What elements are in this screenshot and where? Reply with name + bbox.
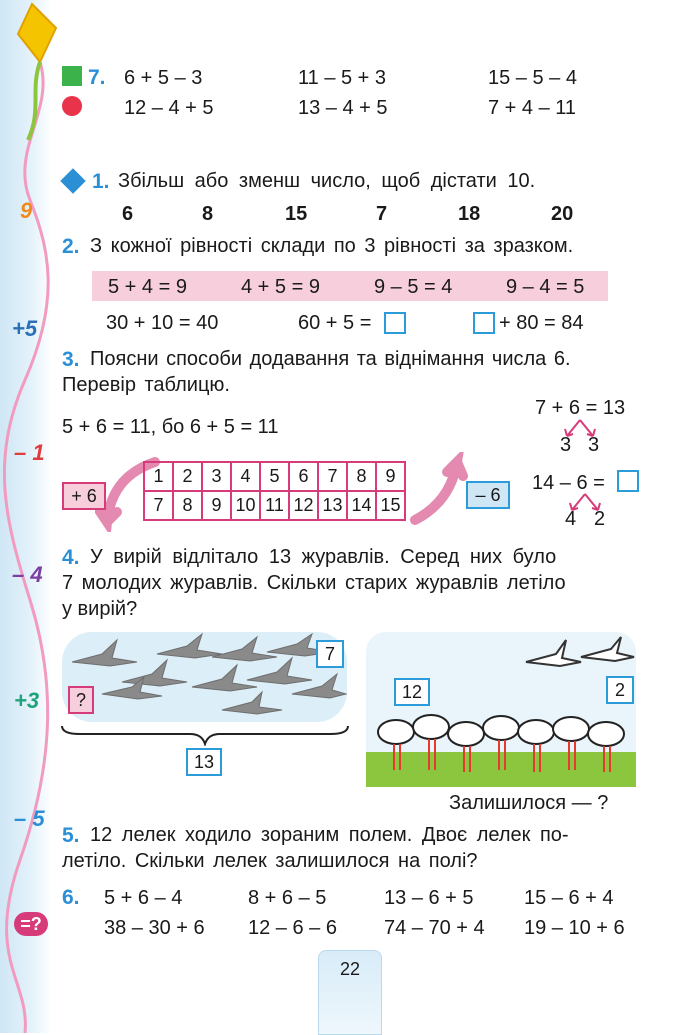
storks-total-label: 12 bbox=[394, 678, 430, 706]
split-part: 2 bbox=[594, 508, 606, 530]
margin-label-plus3: +3 bbox=[14, 688, 40, 713]
remained-caption: Залишилося — ? bbox=[449, 792, 609, 814]
task7-expr: 15 – 5 – 4 bbox=[488, 67, 577, 89]
task2-number: 2. bbox=[62, 235, 80, 258]
table-cell: 9 bbox=[376, 462, 405, 491]
task5-line1: 12 лелек ходило зораним полем. Двоє лелек по- bbox=[90, 824, 569, 846]
sample-equation: 4 + 5 = 9 bbox=[241, 276, 320, 298]
task6-expr: 13 – 6 + 5 bbox=[384, 887, 474, 909]
table-row-bottom bbox=[144, 491, 405, 520]
table-cell: 6 bbox=[289, 462, 318, 491]
task3-number: 3. bbox=[62, 348, 80, 371]
red-dot-icon bbox=[62, 96, 82, 116]
task1-value: 18 bbox=[458, 203, 481, 225]
task5-number: 5. bbox=[62, 824, 80, 847]
stork-icon bbox=[518, 720, 554, 744]
stork-icon bbox=[448, 722, 484, 746]
sample-equation: 9 – 4 = 5 bbox=[506, 276, 585, 298]
task6-expr: 5 + 6 – 4 bbox=[104, 887, 183, 909]
given-equation: 60 + 5 = bbox=[298, 312, 372, 334]
table-cell: 11 bbox=[260, 491, 289, 520]
table-cell: 7 bbox=[318, 462, 347, 491]
green-square-icon bbox=[62, 66, 82, 86]
table-cell: 8 bbox=[173, 491, 202, 520]
table-cell: 1 bbox=[144, 462, 173, 491]
split-part: 3 bbox=[560, 434, 572, 456]
split-part: 4 bbox=[565, 508, 577, 530]
margin-label-minus1: – 1 bbox=[14, 440, 45, 465]
storks-flew-label: 2 bbox=[606, 676, 634, 704]
task6-expr: 12 – 6 – 6 bbox=[248, 917, 337, 939]
table-cell: 3 bbox=[202, 462, 231, 491]
task6-expr: 15 – 6 + 4 bbox=[524, 887, 614, 909]
table-cell: 15 bbox=[376, 491, 405, 520]
table-cell: 14 bbox=[347, 491, 376, 520]
unknown-label: ? bbox=[68, 686, 94, 714]
given-equation: + 80 = 84 bbox=[499, 312, 584, 334]
stork-icon bbox=[413, 715, 449, 739]
task7-expr: 11 – 5 + 3 bbox=[298, 67, 387, 89]
kite-ribbon bbox=[0, 0, 60, 1033]
task1-number: 1. bbox=[92, 170, 110, 193]
table-cell: 9 bbox=[202, 491, 231, 520]
margin-label-minus4: – 4 bbox=[12, 562, 43, 587]
minus-six-label: – 6 bbox=[466, 481, 510, 509]
task1-value: 15 bbox=[285, 203, 308, 225]
task1-value: 6 bbox=[122, 203, 134, 225]
addition-table bbox=[143, 461, 406, 521]
arrow-right-icon bbox=[415, 462, 463, 520]
task7-expr: 13 – 4 + 5 bbox=[298, 97, 388, 119]
total-cranes-label: 13 bbox=[186, 748, 222, 776]
split-part: 3 bbox=[588, 434, 600, 456]
sample-equation: 5 + 4 = 9 bbox=[108, 276, 187, 298]
table-cell: 12 bbox=[289, 491, 318, 520]
table-cell: 8 bbox=[347, 462, 376, 491]
table-cell: 4 bbox=[231, 462, 260, 491]
stork-icon bbox=[553, 717, 589, 741]
answer-box[interactable] bbox=[473, 312, 495, 334]
page-number-tab bbox=[318, 950, 382, 1035]
sample-equation: 9 – 5 = 4 bbox=[374, 276, 453, 298]
plus-six-label: + 6 bbox=[62, 482, 106, 510]
task1-value: 7 bbox=[376, 203, 388, 225]
task3-line2: Перевір таблицю. bbox=[62, 374, 230, 396]
task7-number: 7. bbox=[88, 66, 106, 89]
task6-expr: 38 – 30 + 6 bbox=[104, 917, 205, 939]
table-cell: 2 bbox=[173, 462, 202, 491]
cranes-picture bbox=[62, 632, 347, 727]
stork-icon bbox=[483, 716, 519, 740]
diamond-icon bbox=[60, 168, 85, 193]
table-cell: 5 bbox=[260, 462, 289, 491]
task4-line2: 7 молодих журавлів. Скільки старих журавлів летіло bbox=[62, 572, 566, 594]
table-cell: 13 bbox=[318, 491, 347, 520]
task6-expr: 8 + 6 – 5 bbox=[248, 887, 327, 909]
stork-icon bbox=[378, 720, 414, 744]
task1-value: 8 bbox=[202, 203, 214, 225]
task7-expr: 12 – 4 + 5 bbox=[124, 97, 214, 119]
task6-number: 6. bbox=[62, 886, 80, 909]
task4-line1: У вирій відлітало 13 журавлів. Серед них було bbox=[90, 546, 557, 568]
task1-text: Збільш або зменш число, щоб дістати 10. bbox=[118, 170, 536, 192]
margin-label-minus5: – 5 bbox=[14, 806, 45, 831]
sub-equation: 14 – 6 = bbox=[532, 472, 605, 494]
task1-value: 20 bbox=[551, 203, 574, 225]
task3-example: 5 + 6 = 11, бо 6 + 5 = 11 bbox=[62, 416, 279, 438]
task3-line1: Поясни способи додавання та віднімання числа 6. bbox=[90, 348, 571, 370]
table-cell: 10 bbox=[231, 491, 260, 520]
storks-picture bbox=[366, 632, 636, 787]
answer-box[interactable] bbox=[384, 312, 406, 334]
given-equation: 30 + 10 = 40 bbox=[106, 312, 219, 334]
young-cranes-label: 7 bbox=[316, 640, 344, 668]
task6-expr: 19 – 10 + 6 bbox=[524, 917, 625, 939]
kite-icon bbox=[18, 4, 56, 62]
answer-box[interactable] bbox=[617, 470, 639, 492]
total-brace bbox=[60, 724, 350, 746]
task7-expr: 6 + 5 – 3 bbox=[124, 67, 203, 89]
task4-line3: у вирій? bbox=[62, 598, 138, 620]
task4-number: 4. bbox=[62, 546, 80, 569]
task2-text: З кожної рівності склади по 3 рівності за зразком. bbox=[90, 235, 574, 257]
margin-label-equals-question: =? bbox=[14, 912, 48, 936]
stork-icon bbox=[588, 722, 624, 746]
ribbon-green bbox=[28, 62, 40, 140]
page-number: 22 bbox=[339, 959, 361, 979]
task6-expr: 74 – 70 + 4 bbox=[384, 917, 485, 939]
table-cell: 7 bbox=[144, 491, 173, 520]
add-equation: 7 + 6 = 13 bbox=[535, 397, 626, 419]
table-row-top bbox=[144, 462, 405, 491]
margin-label-9: 9 bbox=[20, 198, 33, 223]
margin-label-plus5: +5 bbox=[12, 316, 38, 341]
task7-expr: 7 + 4 – 11 bbox=[488, 97, 577, 119]
task5-line2: летіло. Скільки лелек залишилося на полі? bbox=[62, 850, 478, 872]
